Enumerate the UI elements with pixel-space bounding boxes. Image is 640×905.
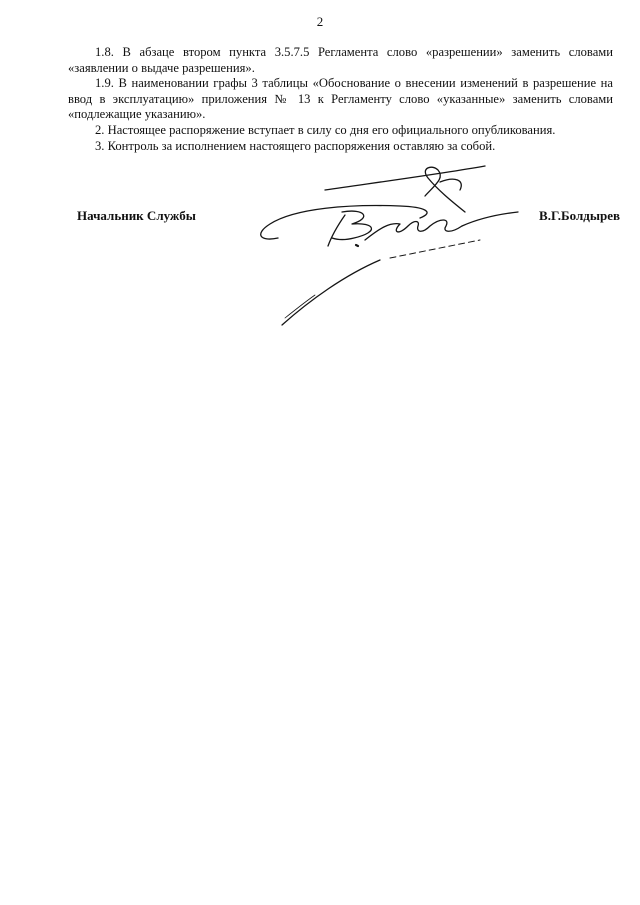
paragraph-1-9: 1.9. В наименовании графы 3 таблицы «Обоснование о внесении изменений в разрешение на ввод в эксплуатацию» приложения № 13 к Регламенту слово «указанные» заменить словами «подлежащие указанию». — [68, 76, 613, 122]
document-body — [68, 45, 613, 154]
signatory-title: Начальник Службы — [77, 208, 196, 223]
paragraph-2: 2. Настоящее распоряжение вступает в силу со дня его официального опубликования. — [95, 122, 556, 137]
paragraph-1-8: 1.8. В абзаце втором пункта 3.5.7.5 Регламента слово «разрешении» заменить словами «заявлении о выдаче разрешения». — [68, 45, 613, 75]
page-number: 2 — [316, 14, 324, 29]
handwritten-signature — [250, 160, 540, 335]
signatory-name: В.Г.Болдырев — [539, 208, 620, 223]
paragraph-3: 3. Контроль за исполнением настоящего распоряжения оставляю за собой. — [95, 138, 496, 153]
